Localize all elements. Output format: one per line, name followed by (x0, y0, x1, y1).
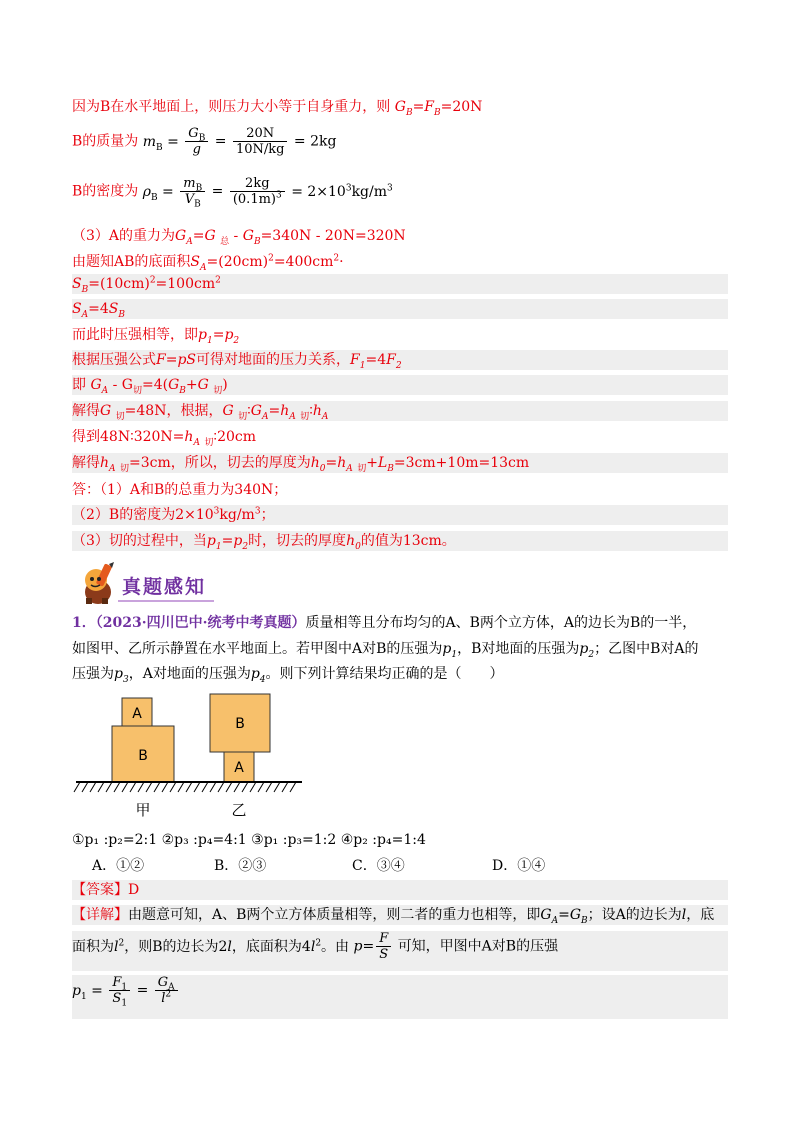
text: B的密度为 (72, 183, 139, 200)
solution-line-4: （3）A的重力为$G_A=G$ $_总 - G_B=340N - 20N=320N$ (72, 228, 406, 247)
solution-line-8: 而此时压强相等，即$p_1=p_2$ (72, 327, 240, 346)
pencil-mascot-icon (78, 562, 118, 606)
question-line-2: 如图甲、乙所示静置在水平地面上。若甲图中A对B的压强为$p_1$，B对地面的压强为$p_2$；乙图中B对A的 (72, 641, 699, 660)
solution-line-10: 即 $G_A - G_切=4(G_B+G$ $_切$) (72, 375, 728, 395)
answer-line-1: 答：（1）A和B的总重力为340N； (72, 482, 288, 498)
answer-line-2: （2）B的密度为$2\times 10^3kg/m^3$； (72, 505, 728, 525)
block-label: B (138, 748, 148, 764)
detail-line-3: $p_1$ = $\frac{F_1}{S_1}$ = $\frac{G_A}{l^2}$ (72, 975, 728, 1019)
diagram-label-jia: 甲 (135, 801, 151, 819)
solution-line-12: 得到$48N∶320N=h_A$ $_切$∶20cm (72, 429, 256, 448)
solution-line-5: 由题知AB的底面积$S_A=(20cm)^2=400cm^2\cdot$ (72, 253, 344, 273)
fraction: $\frac{20N}{10N/kg}$ (233, 126, 288, 157)
blocks-diagram (70, 690, 310, 830)
solution-line-1: 因为B在水平地面上，则压力大小等于自身重力，则 $G_B=F_B=20N$ (72, 99, 483, 118)
solution-line-3: B的密度为 $\rho_B$ = $\frac{m_B}{V_B}$ = $\frac{2kg}{(0.1m)^3}$ = $2\times 10^3kg/m^3$ (72, 176, 393, 210)
fraction: $\frac{F_1}{S_1}$ (109, 975, 130, 1006)
diagram-right (210, 694, 270, 782)
section-title-underline (118, 600, 214, 602)
text: （3）A的重力为 (72, 228, 176, 244)
solution-line-13: 解得$h_A$ $_切$=3cm，所以，切去的厚度为$h_0=h_A$ $_切+L_B=3cm+10m=13cm$ (72, 453, 728, 473)
text: =340N - 20N=320N (260, 228, 406, 244)
block-label: B (235, 716, 245, 732)
text: 因为B在水平地面上，则压力大小等于自身重力，则 (72, 99, 391, 115)
fraction: $\frac{G_A}{l^2}$ (155, 975, 178, 1006)
detail-line-2: 面积为$l^2$，则B的边长为2l，底面积为$4l^2$。由 p= $\frac{F}{S}$ 可知，甲图中A对B的压强 (72, 931, 728, 971)
section-title: 真题感知 (122, 576, 207, 598)
option-d[interactable]: D．①④ (492, 858, 546, 874)
question-line-1: 1．（2023·四川巴中·统考中考真题）质量相等且分布均匀的A、B两个立方体，A的边长为B的一半， (72, 615, 697, 631)
option-c[interactable]: C．③④ (352, 858, 405, 874)
option-b[interactable]: B．②③ (214, 858, 267, 874)
answer-label: 【答案】D (72, 880, 728, 900)
fraction: $\frac{m_B}{V_B}$ (180, 176, 205, 207)
fraction: $\frac{F}{S}$ (376, 931, 391, 962)
solution-line-9: 根据压强公式F=pS可得对地面的压力关系，$F_1=4F_2$ (72, 350, 728, 370)
solution-line-6: $S_B=(10cm)^2=100cm^2$ (72, 274, 728, 294)
fraction: $\frac{G_B}{g}$ (185, 126, 208, 157)
text: = 2kg (293, 133, 337, 150)
block-label: A (234, 760, 244, 776)
block-label: A (132, 706, 142, 722)
text: 由题知AB的底面积 (72, 254, 191, 270)
text: B的质量为 (72, 133, 139, 150)
detail-line-1: 【详解】由题意可知，A、B两个立方体质量相等，则二者的重力也相等，即$G_A=G_B$；设A的边长为l，底 (72, 905, 728, 925)
solution-line-7: $S_A=4S_B$ (72, 299, 728, 319)
solution-line-2: B的质量为 $m_B$ = $\frac{G_B}{g}$ = $\frac{20N}{10N/kg}$ = 2kg (72, 126, 337, 157)
diagram-label-yi: 乙 (231, 801, 247, 819)
text: =20N (440, 99, 483, 115)
option-a[interactable]: A．①② (92, 858, 145, 874)
fraction: $\frac{2kg}{(0.1m)^3}$ (230, 176, 285, 207)
solution-line-11: 解得G $_切$=48N，根据，G $_切∶G_A=h_A$ $_切∶h_A$ (72, 401, 728, 421)
statements-line: ①p₁ :p₂=2:1 ②p₃ :p₄=4:1 ③p₁ :p₃=1:2 ④p₂ :p₄=1:4 (72, 832, 426, 848)
diagram-left (112, 698, 174, 782)
ground-hatching (74, 782, 296, 792)
question-line-3: 压强为$p_3$，A对地面的压强为$p_4$。则下列计算结果均正确的是（ ） (72, 666, 504, 685)
answer-line-3: （3）切的过程中，当$p_1=p_2$时，切去的厚度$h_0$的值为13cm。 (72, 531, 728, 551)
